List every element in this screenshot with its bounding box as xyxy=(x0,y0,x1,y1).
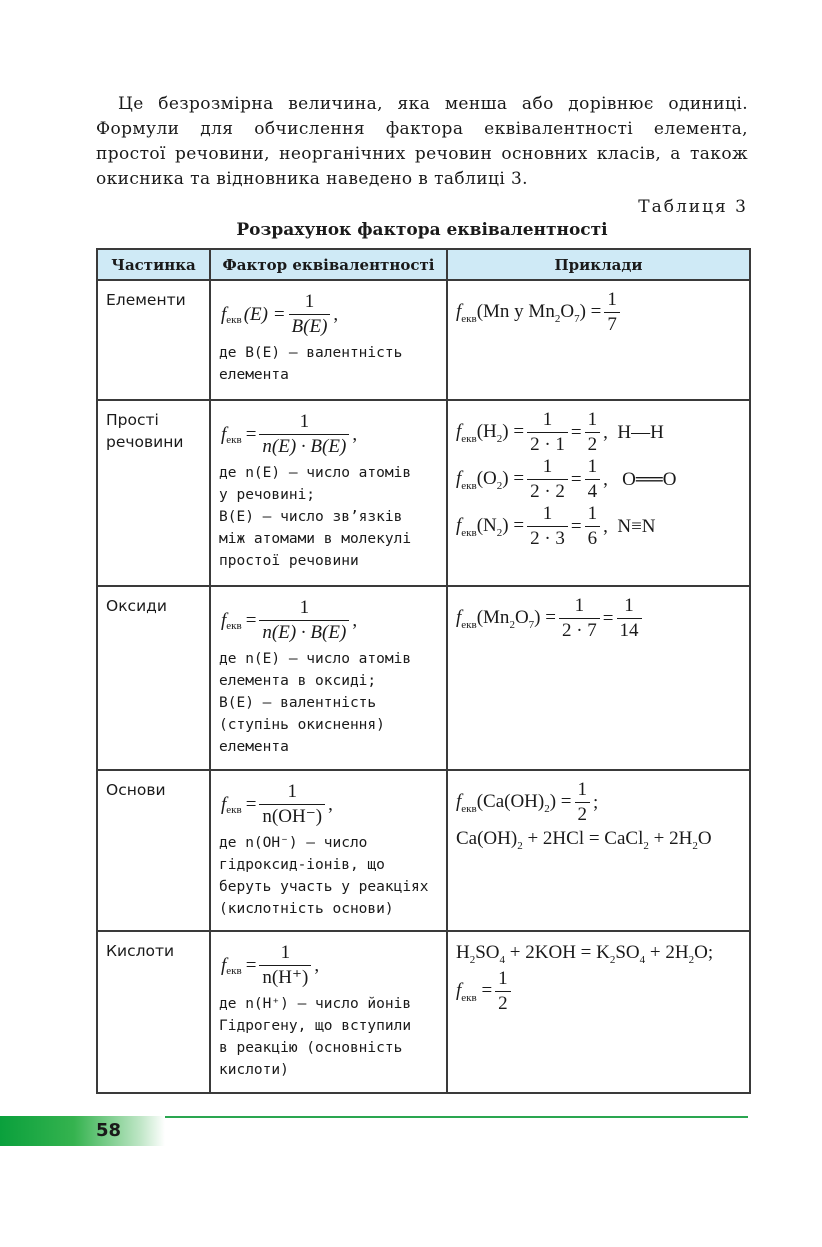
factor-formula: f екв = $\frac{1}{n(H^+)}$ , xyxy=(221,942,320,988)
header-particle: Частинка xyxy=(97,249,210,280)
factor-note: де n(E) — число атомів у речовині; B(E) — число зв’язків між атомами в молекулі простої речовини xyxy=(219,465,412,569)
factor-cell xyxy=(210,280,447,400)
category-cell: Елементи xyxy=(97,280,210,400)
factor-note: де B(E) — валентність елемента xyxy=(219,345,403,383)
examples-cell xyxy=(447,586,750,770)
table-row xyxy=(97,280,750,400)
header-factor: Фактор еквівалентності xyxy=(210,249,447,280)
table-header-row xyxy=(97,249,750,280)
table-row xyxy=(97,400,750,586)
table-row xyxy=(97,586,750,770)
header-examples: Приклади xyxy=(447,249,750,280)
example-formula-h2: $f_{екв}(H_2)$ = $\frac{1}{2 \cdot 1}$ = $\frac{1}{2}$ , H—H xyxy=(456,409,664,455)
example-formula-n2: $f_{екв}(N_2)$ = $\frac{1}{2 \cdot 3}$ = $\frac{1}{6}$ , N≡N xyxy=(456,503,656,549)
examples-cell xyxy=(447,931,750,1093)
example-formula: $f_{екв}(Mn_2O_7)$ = $\frac{1}{2 \cdot 7}$ = $\frac{1}{14}$ xyxy=(456,595,743,642)
category-cell: Оксиди xyxy=(97,586,210,770)
category-cell: Прості речовини xyxy=(97,400,210,586)
example-reaction: $H_2SO_4 + 2KOH = K_2SO_4 + 2H_2O$; xyxy=(456,942,714,966)
equivalence-factor-table xyxy=(96,248,751,1094)
table-row xyxy=(97,931,750,1093)
factor-formula: f екв = $\frac{1}{n(E) \cdot B(E)}$ , xyxy=(221,597,358,643)
factor-formula: f екв (E) = $\frac{1}{B(E)}$ , xyxy=(221,291,339,337)
table-title: Розрахунок фактора еквівалентності xyxy=(236,220,608,240)
factor-cell xyxy=(210,770,447,931)
examples-cell xyxy=(447,280,750,400)
factor-cell xyxy=(210,400,447,586)
example-formula: $f_{екв}$ = $\frac{1}{2}$ xyxy=(456,968,743,1015)
factor-formula: f екв = $\frac{1}{n(E) \cdot B(E)}$ , xyxy=(221,411,358,457)
factor-note: де n(OH⁻) — число гідроксид-іонів, що беруть участь у реакціях (кислотність основи) xyxy=(219,835,429,917)
example-reaction: $Ca(OH)_2 + 2HCl$ = CaCl$_2$ + $2H_2O$ xyxy=(456,828,712,852)
example-formula-o2: $f_{екв}(O_2)$ = $\frac{1}{2 \cdot 2}$ = $\frac{1}{4}$ , O══O xyxy=(456,456,677,502)
factor-formula: f екв = $\frac{1}{n(OH^-)}$ , xyxy=(221,781,333,827)
category-cell: Основи xyxy=(97,770,210,931)
example-formula: $f_{екв}(Mn$ у $Mn_2O_7$) = $\frac{1}{7}$ xyxy=(456,289,743,336)
factor-cell xyxy=(210,931,447,1093)
examples-cell xyxy=(447,400,750,586)
footer-divider xyxy=(96,1116,748,1118)
example-formula: $f_{екв}(Ca(OH)_2)$ = $\frac{1}{2}$ ; xyxy=(456,779,599,825)
factor-note: де n(H⁺) — число йонів Гідрогену, що вступили в реакцію (основність кислоти) xyxy=(219,996,412,1078)
examples-cell xyxy=(447,770,750,931)
factor-note: де n(E) — число атомів елемента в оксиді; B(E) — валентність (ступінь окиснення) елемента xyxy=(219,651,412,755)
page-number-tab xyxy=(0,1116,165,1146)
category-cell: Кислоти xyxy=(97,931,210,1093)
table-row xyxy=(97,770,750,931)
intro-paragraph: Це безрозмірна величина, яка менша або дорівнює одиниці. Формули для обчислення фактора еквівалентності елемента, простої речовини, неорганічних речовин основних класів, а також окисника та відновника наведено в таблиці 3. xyxy=(96,94,748,189)
factor-cell xyxy=(210,586,447,770)
table-label: Таблиця 3 xyxy=(638,197,748,217)
page-number: 58 xyxy=(96,1120,122,1141)
